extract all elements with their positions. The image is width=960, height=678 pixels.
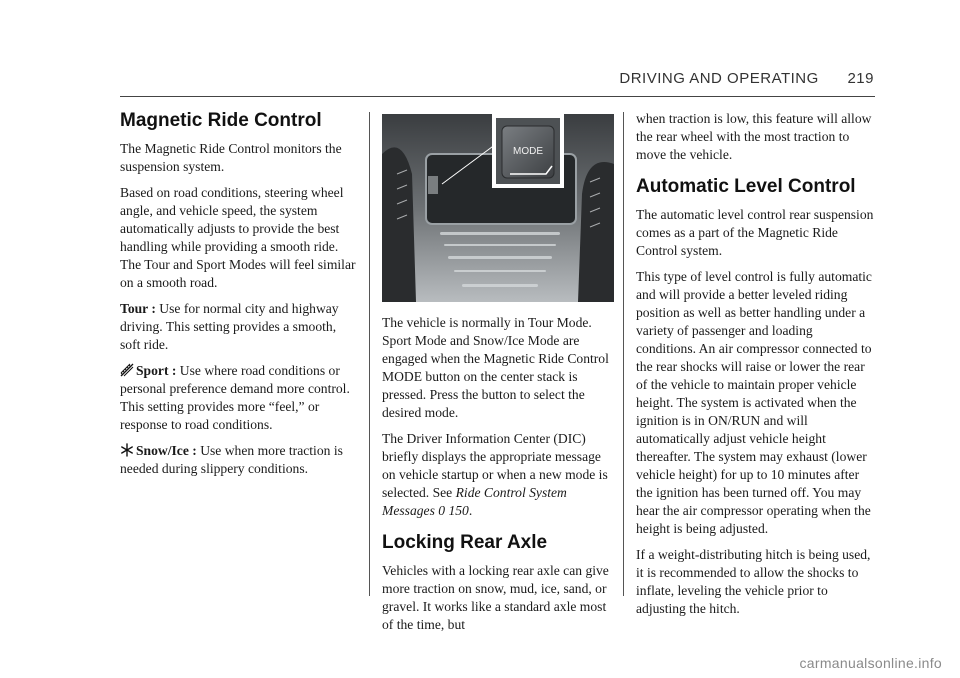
term-tour: Tour :	[120, 301, 156, 316]
paragraph: The vehicle is normally in Tour Mode. Sport Mode and Snow/Ice Mode are engaged when the Magnetic Ride Control MODE button on the center stack is pressed. Press the button to select the desired mode.	[382, 315, 609, 420]
paragraph: If a weight-distributing hitch is being used, it is recommended to allow the shocks to inflate, leveling the vehicle prior to adjusting the hitch.	[636, 547, 871, 616]
column-3	[636, 110, 876, 626]
paragraph: The automatic level control rear suspension comes as a part of the Magnetic Ride Control system.	[636, 207, 874, 258]
heading-magnetic-ride-control: Magnetic Ride Control	[120, 110, 322, 131]
snow-text: Use when more traction is needed during slippery conditions.	[120, 443, 343, 476]
term-snow-ice: Snow/Ice :	[136, 443, 197, 458]
paragraph: Vehicles with a locking rear axle can give more traction on snow, mud, ice, sand, or gravel. It works like a standard axle most of the time, but	[382, 563, 609, 632]
paragraph: Based on road conditions, steering wheel angle, and vehicle speed, the system automatically adjusts to provide the best handling while providing a smooth ride. The Tour and Sport Modes will feel similar on a smooth road.	[120, 185, 356, 290]
page-number: 219	[847, 70, 874, 87]
mode-button-label: MODE	[513, 146, 543, 157]
column-divider-2	[623, 112, 624, 596]
snow-ice-mode-description	[120, 442, 356, 478]
watermark: carmanualsonline.info	[799, 655, 942, 671]
sport-mode-description	[120, 362, 356, 434]
heading-automatic-level-control: Automatic Level Control	[636, 176, 856, 197]
section-title: DRIVING AND OPERATING	[619, 70, 819, 87]
header-rule	[120, 96, 875, 97]
page-reference: 0 150	[434, 503, 469, 518]
sport-mode-icon	[120, 363, 134, 377]
sport-text: Use where road conditions or personal preference demand more control. This setting provides more “feel,” or response to road conditions.	[120, 363, 350, 432]
column-2	[382, 110, 614, 642]
page-header	[0, 70, 874, 87]
paragraph-dic: The Driver Information Center (DIC) briefly displays the appropriate message on vehicle startup or when a new mode is selected. See Ride Control System Messages 0 150.	[382, 431, 608, 518]
snow-ice-icon	[120, 443, 134, 457]
cross-reference-link[interactable]: Ride Control System Messages	[382, 485, 567, 518]
paragraph: This type of level control is fully automatic and will provide a better leveled riding position as well as better handling under a variety of passenger and loading conditions. An air compressor connected to the rear shocks will raise or lower the rear of the vehicle to maintain proper vehicle height. The system is activated when the ignition is in ON/RUN and will automatically adjust vehicle height thereafter. The system may exhaust (lower vehicle height) for up to 10 minutes after the ignition has been turned off. You may hear the air compressor operating when the height is being adjusted.	[636, 269, 872, 536]
paragraph: The Magnetic Ride Control monitors the suspension system.	[120, 141, 342, 174]
tour-mode-description	[120, 300, 356, 354]
column-divider-1	[369, 112, 370, 596]
paragraph: when traction is low, this feature will allow the rear wheel with the most traction to move the vehicle.	[636, 111, 872, 162]
tour-text: Use for normal city and highway driving. This setting provides a smooth, soft ride.	[120, 301, 339, 352]
center-stack-photo	[382, 114, 614, 302]
heading-locking-rear-axle: Locking Rear Axle	[382, 532, 548, 553]
column-1	[120, 110, 356, 486]
term-sport: Sport :	[136, 363, 177, 378]
